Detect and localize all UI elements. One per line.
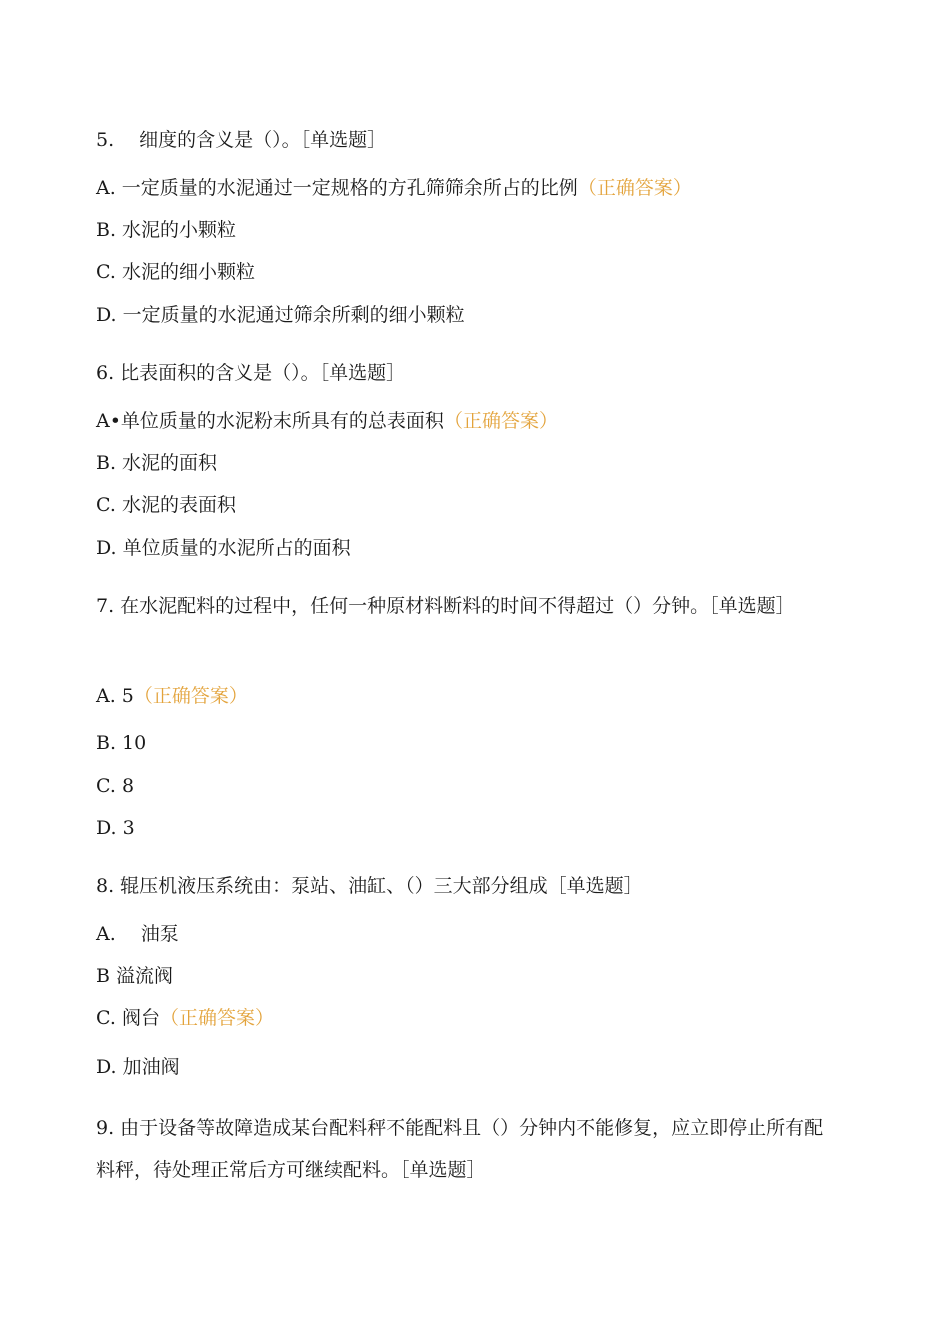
question-8-option-b: B 溢流阀 <box>96 965 174 987</box>
question-5-option-b: B. 水泥的小颗粒 <box>96 219 237 241</box>
question-5-stem: 5. 细度的含义是（）。［单选题］ <box>96 129 387 151</box>
correct-answer-tag: （正确答案） <box>443 410 558 432</box>
question-7-option-a <box>96 684 841 708</box>
option-text: A•单位质量的水泥粉末所具有的总表面积 <box>96 410 444 432</box>
question-5-option-a <box>96 176 841 200</box>
option-text: A. 一定质量的水泥通过一定规格的方孔筛筛余所占的比例 <box>96 177 578 199</box>
correct-answer-tag: （正确答案） <box>577 177 692 199</box>
question-6-option-b: B. 水泥的面积 <box>96 452 218 474</box>
question-6-option-a <box>96 409 841 433</box>
correct-answer-tag: （正确答案） <box>159 1007 274 1029</box>
question-8-option-c <box>96 1006 841 1030</box>
question-6-option-c: C. 水泥的表面积 <box>96 494 236 516</box>
question-7-option-c: C. 8 <box>96 775 135 797</box>
question-8-stem: 8. 辊压机液压系统由：泵站、油缸、（）三大部分组成［单选题］ <box>96 875 643 897</box>
question-6-option-d: D. 单位质量的水泥所占的面积 <box>96 537 351 559</box>
question-8-option-d: D. 加油阀 <box>96 1056 180 1078</box>
question-5-option-d: D. 一定质量的水泥通过筛余所剩的细小颗粒 <box>96 304 465 326</box>
question-5-option-c: C. 水泥的细小颗粒 <box>96 261 255 283</box>
question-9-stem: 9. 由于设备等故障造成某台配料秤不能配料且（）分钟内不能修复，应立即停止所有配料秤，待处理正常后方可继续配料。［单选题］ <box>96 1117 824 1181</box>
question-7-option-d: D. 3 <box>96 817 135 839</box>
question-8-option-a: A. 油泵 <box>96 923 179 945</box>
correct-answer-tag: （正确答案） <box>133 685 248 707</box>
question-7-stem: 7. 在水泥配料的过程中，任何一种原材料断料的时间不得超过（）分钟。［单选题］ <box>96 595 795 617</box>
option-text: A. 5 <box>96 685 134 707</box>
option-text: C. 阀台 <box>96 1007 160 1029</box>
question-6-stem: 6. 比表面积的含义是（）。［单选题］ <box>96 362 406 384</box>
question-7-option-b: B. 10 <box>96 732 147 754</box>
